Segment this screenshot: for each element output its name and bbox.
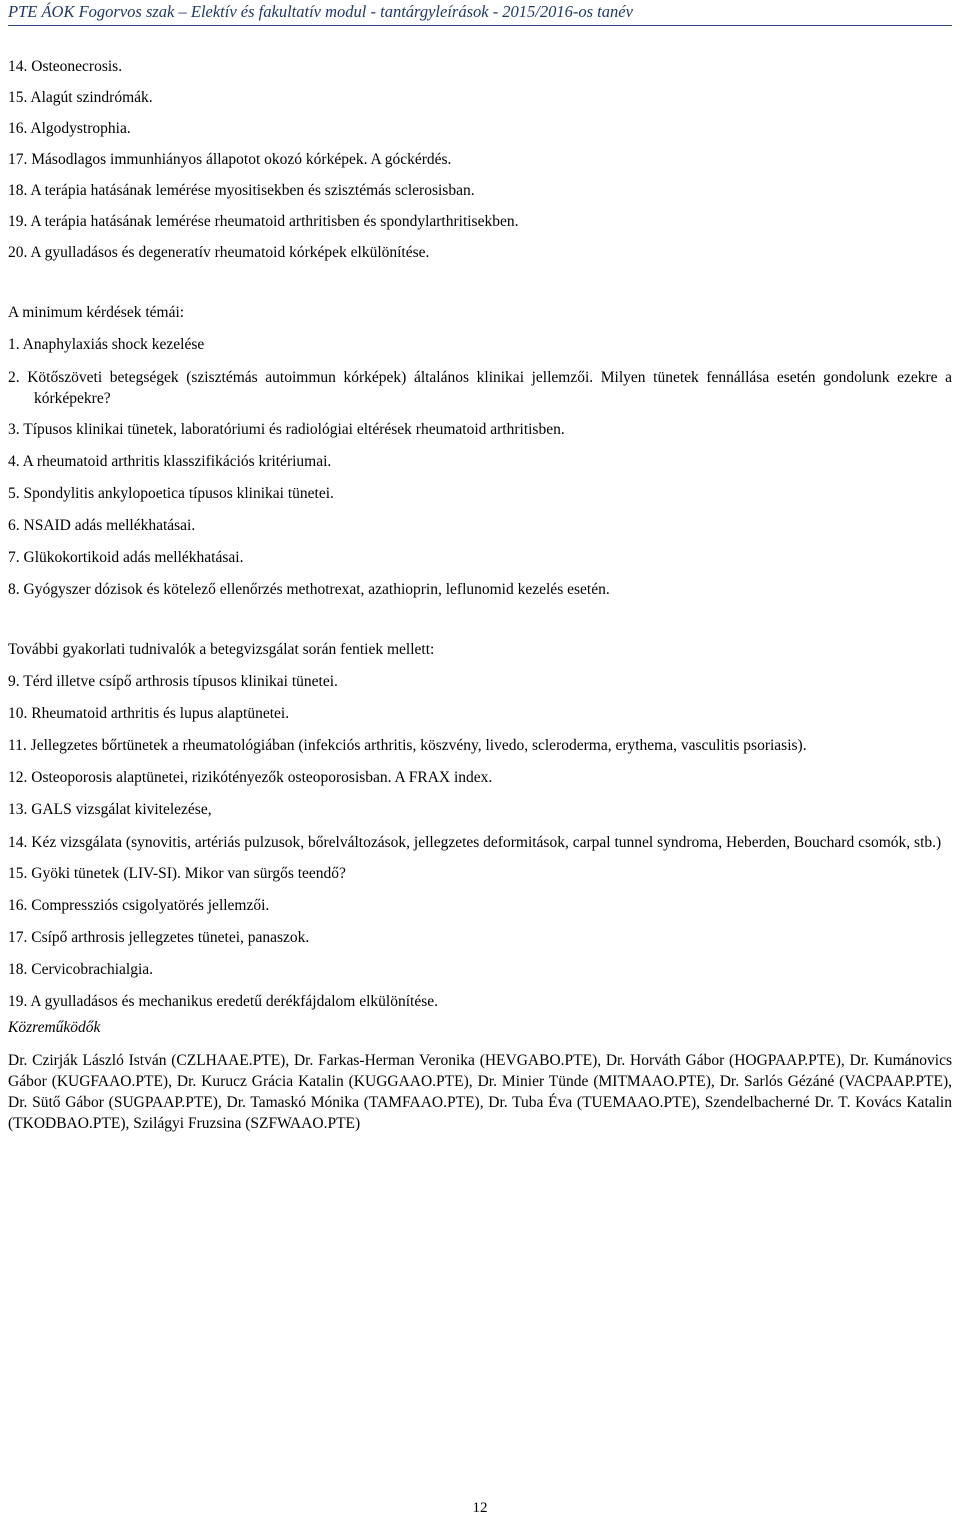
page-number: 12 xyxy=(472,1500,488,1516)
contributors-text: Dr. Czirják László István (CZLHAAE.PTE), Dr. Farkas-Herman Veronika (HEVGABO.PTE), Dr. Horváth Gábor (HOGPAAP.PTE), Dr. Kumánovics Gábor (KUGFAAO.PTE), Dr. Kurucz Grácia Katalin (KUGGAAO.PTE), Dr. Minier Tünde (MITMAAO.PTE), Dr. Sarlós Gézáné (VACPAAP.PTE), Dr. Sütő Gábor (SUGPAAP.PTE), Dr. Tamaskó Mónika (TAMFAAO.PTE), Dr. Tuba Éva (TUEMAAO.PTE), Szendelbacherné Dr. T. Kovács Katalin (TKODBAO.PTE), Szilágyi Fruzsina (SZFWAAO.PTE) xyxy=(8,1052,952,1132)
list-item: 20. A gyulladásos és degeneratív rheumatoid kórképek elkülönítése. xyxy=(8,244,430,261)
minimum-section xyxy=(8,303,952,600)
list-item: 18. Cervicobrachialgia. xyxy=(8,961,154,978)
list-item: 11. Jellegzetes bőrtünetek a rheumatológiában (infekciós arthritis, köszvény, livedo, scleroderma, erythema, vasculitis psoriasis). xyxy=(8,737,807,754)
list-item: 6. NSAID adás mellékhatásai. xyxy=(8,517,196,534)
list-top xyxy=(8,57,952,263)
page-header xyxy=(8,2,952,26)
list-item: 19. A gyulladásos és mechanikus eredetű derékfájdalom elkülönítése. xyxy=(8,993,439,1010)
list-item: 17. Másodlagos immunhiányos állapotot okozó kórképek. A góckérdés. xyxy=(8,151,452,168)
header-title: PTE ÁOK Fogorvos szak – Elektív és fakultatív modul - tantárgyleírások - 2015/2016-os tanév xyxy=(8,2,633,21)
contributors-section xyxy=(8,1018,952,1134)
list-item: 13. GALS vizsgálat kivitelezése, xyxy=(8,801,212,818)
further-heading: További gyakorlati tudnivalók a betegvizsgálat során fentiek mellett: xyxy=(8,641,435,658)
list-item: 15. Gyöki tünetek (LIV-SI). Mikor van sürgős teendő? xyxy=(8,865,346,882)
further-section xyxy=(8,640,952,1012)
list-item: 10. Rheumatoid arthritis és lupus alaptünetei. xyxy=(8,705,290,722)
list-item: 18. A terápia hatásának lemérése myositisekben és szisztémás sclerosisban. xyxy=(8,182,475,199)
minimum-heading: A minimum kérdések témái: xyxy=(8,304,185,321)
list-item: 17. Csípő arthrosis jellegzetes tünetei, panaszok. xyxy=(8,929,310,946)
list-item: 16. Compressziós csigolyatörés jellemzői. xyxy=(8,897,270,914)
list-item: 1. Anaphylaxiás shock kezelése xyxy=(8,336,205,353)
list-item: 3. Típusos klinikai tünetek, laboratóriumi és radiológiai eltérések rheumatoid arthritisben. xyxy=(8,421,565,438)
list-item: 19. A terápia hatásának lemérése rheumatoid arthritisben és spondylarthritisekben. xyxy=(8,213,519,230)
list-item: 15. Alagút szindrómák. xyxy=(8,89,153,106)
list-item: 2. Kötőszöveti betegségek (szisztémás autoimmun kórképek) általános klinikai jellemzői. Milyen tünetek fennállása esetén gondolunk ezekre a kórképekre? xyxy=(8,369,952,407)
list-item: 7. Glükokortikoid adás mellékhatásai. xyxy=(8,549,244,566)
list-item: 5. Spondylitis ankylopoetica típusos klinikai tünetei. xyxy=(8,485,334,502)
list-item: 8. Gyógyszer dózisok és kötelező ellenőrzés methotrexat, azathioprin, leflunomid kezelés esetén. xyxy=(8,581,610,598)
list-item: 16. Algodystrophia. xyxy=(8,120,131,137)
list-item: 9. Térd illetve csípő arthrosis típusos klinikai tünetei. xyxy=(8,673,338,690)
list-item: 12. Osteoporosis alaptünetei, rizikótényezők osteoporosisban. A FRAX index. xyxy=(8,769,493,786)
document-body xyxy=(8,57,952,1134)
contributors-heading: Közreműködők xyxy=(8,1019,101,1036)
list-item: 14. Osteonecrosis. xyxy=(8,58,123,75)
list-item: 4. A rheumatoid arthritis klasszifikációs kritériumai. xyxy=(8,453,332,470)
list-item: 14. Kéz vizsgálata (synovitis, artériás pulzusok, bőrelváltozások, jellegzetes deformitások, carpal tunnel syndroma, Heberden, Bouchard csomók, stb.) xyxy=(8,834,942,851)
